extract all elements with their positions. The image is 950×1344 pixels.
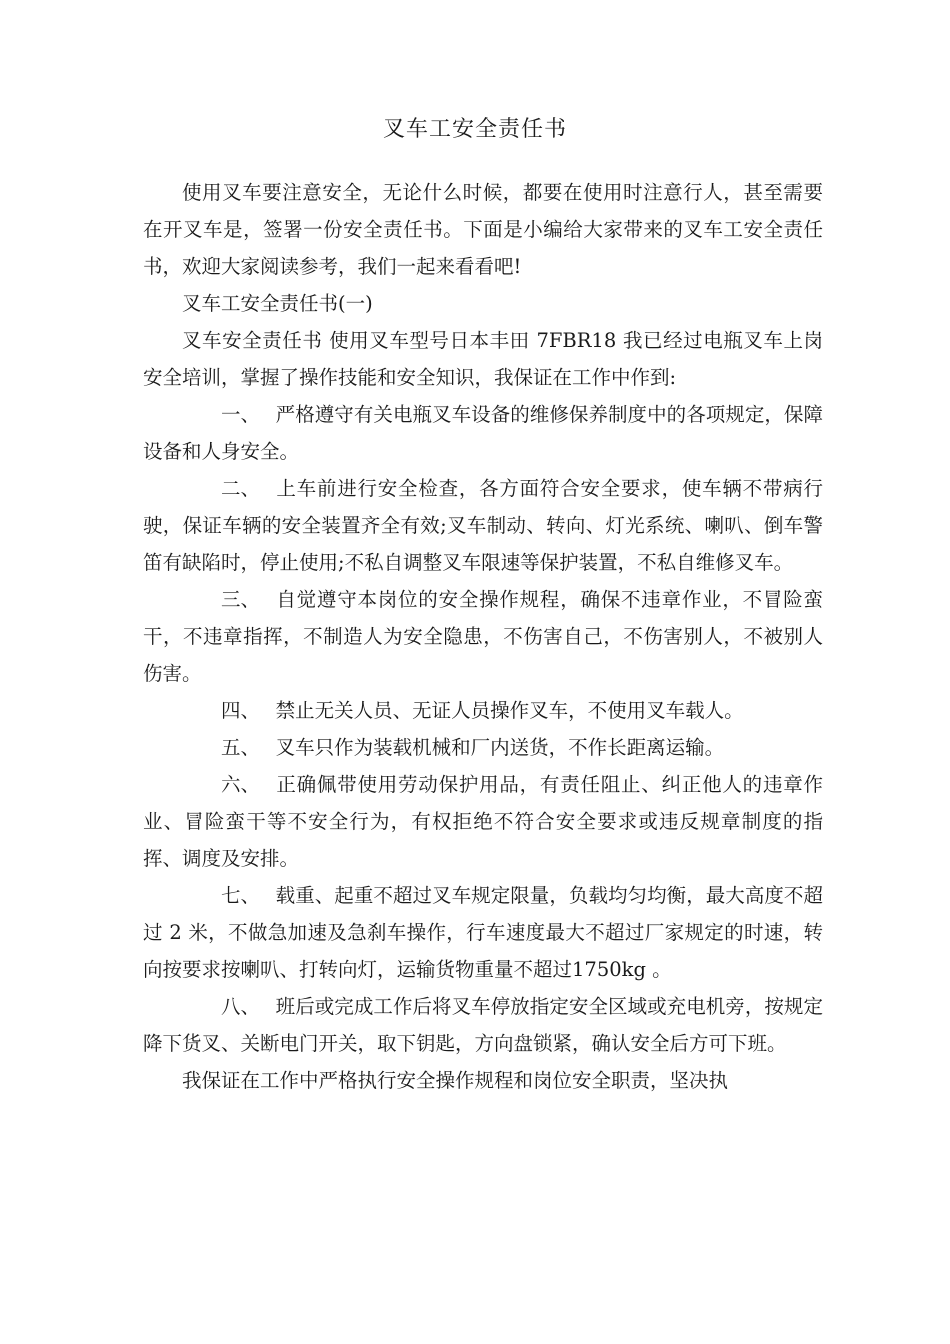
clause-paragraph (143, 692, 823, 729)
clause-number: 八、 (221, 995, 261, 1018)
paragraph-text: 禁止无关人员、无证人员操作叉车，不使用叉车载人。 (275, 699, 744, 722)
clause-paragraph (143, 766, 823, 877)
clause-number: 七、 (221, 884, 261, 907)
clause-number: 五、 (221, 736, 261, 759)
paragraph-text: 叉车工安全责任书(一) (182, 292, 373, 315)
clause-paragraph (143, 396, 823, 470)
paragraph-text: 叉车安全责任书 使用叉车型号日本丰田 7FBR18 我已经过电瓶叉车上岗安全培训，掌握了操作技能和安全知识，我保证在工作中作到: (143, 329, 823, 389)
paragraph-text: 班后或完成工作后将叉车停放指定安全区域或充电机旁，按规定降下货叉、关断电门开关，取下钥匙，方向盘锁紧，确认安全后方可下班。 (143, 995, 823, 1055)
paragraph-text: 上车前进行安全检查，各方面符合安全要求，使车辆不带病行驶，保证车辆的安全装置齐全有效;叉车制动、转向、灯光系统、喇叭、倒车警笛有缺陷时，停止使用;不私自调整叉车限速等保护装置，不私自维修叉车。 (143, 477, 823, 574)
paragraph-text: 使用叉车要注意安全，无论什么时候，都要在使用时注意行人，甚至需要在开叉车是，签署一份安全责任书。下面是小编给大家带来的叉车工安全责任书，欢迎大家阅读参考，我们一起来看看吧! (143, 181, 823, 278)
paragraph-text: 载重、起重不超过叉车规定限量，负载均匀均衡，最大高度不超过 2 米，不做急加速及急刹车操作，行车速度最大不超过厂家规定的时速，转向按要求按喇叭、打转向灯，运输货物重量不超过1750kg 。 (143, 884, 823, 981)
paragraph-text: 叉车只作为装载机械和厂内送货，不作长距离运输。 (275, 736, 725, 759)
closing-paragraph (143, 1062, 823, 1099)
clause-paragraph (143, 581, 823, 692)
clause-paragraph (143, 729, 823, 766)
paragraph-text: 严格遵守有关电瓶叉车设备的维修保养制度中的各项规定，保障设备和人身安全。 (143, 403, 823, 463)
paragraph-text: 自觉遵守本岗位的安全操作规程，确保不违章作业，不冒险蛮干，不违章指挥，不制造人为安全隐患，不伤害自己，不伤害别人，不被别人伤害。 (143, 588, 823, 685)
statement-paragraph (143, 322, 823, 396)
clause-number: 四、 (221, 699, 261, 722)
paragraph-text: 正确佩带使用劳动保护用品，有责任阻止、纠正他人的违章作业、冒险蛮干等不安全行为，有权拒绝不符合安全要求或违反规章制度的指挥、调度及安排。 (143, 773, 823, 870)
clause-paragraph (143, 877, 823, 988)
clause-number: 二、 (221, 477, 261, 500)
clause-number: 三、 (221, 588, 261, 611)
clause-paragraph (143, 988, 823, 1062)
document-title: 叉车工安全责任书 (382, 117, 567, 142)
document-body (143, 174, 823, 1099)
clause-number: 一、 (221, 403, 261, 426)
clause-number: 六、 (221, 773, 261, 796)
section-heading (143, 285, 823, 322)
clause-paragraph (143, 470, 823, 581)
paragraph-text: 我保证在工作中严格执行安全操作规程和岗位安全职责，坚决执 (182, 1069, 729, 1092)
intro-paragraph (143, 174, 823, 285)
